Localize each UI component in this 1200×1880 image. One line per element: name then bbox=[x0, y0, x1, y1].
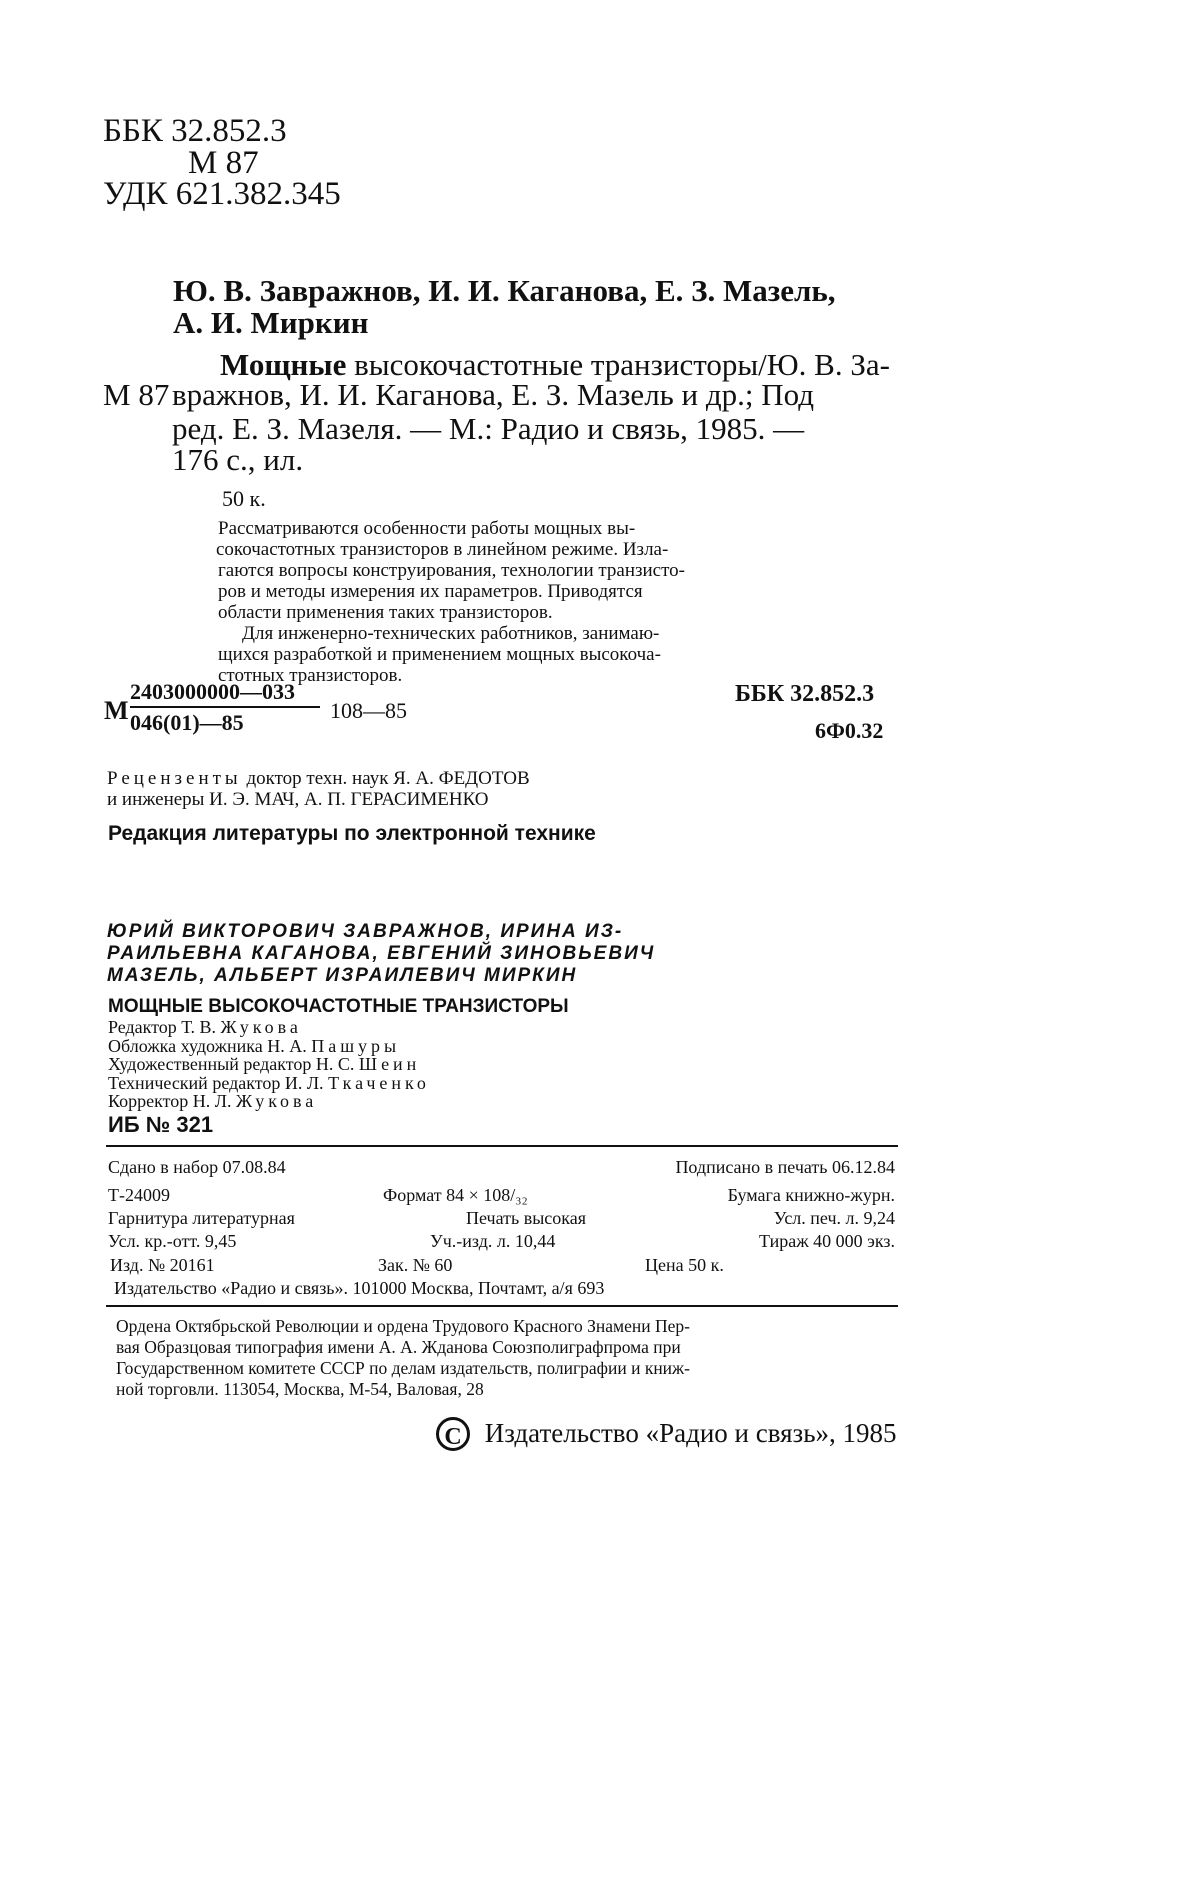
bbk-classification: ББК 32.852.3 bbox=[103, 113, 287, 149]
printer-line: Государственном комитете СССР по делам издательств, полиграфии и книж- bbox=[116, 1358, 690, 1378]
index-suffix: 108—85 bbox=[330, 698, 407, 723]
annotation-line: сокочастотных транзисторов в линейном режиме. Изла- bbox=[216, 539, 669, 560]
authors-line-2: А. И. Миркин bbox=[173, 305, 369, 340]
annotation-line: щихся разработкой и применением мощных высокоча- bbox=[218, 644, 661, 665]
credit-proof-name: Жукова bbox=[235, 1091, 318, 1111]
credit-proof-label: Корректор Н. Л. bbox=[108, 1091, 232, 1111]
imprint-r2c1: Т-24009 bbox=[108, 1185, 170, 1205]
edition-office: Редакция литературы по электронной технике bbox=[108, 822, 596, 845]
imprint-r5c3: Цена 50 к. bbox=[645, 1255, 724, 1275]
imprint-r2c3: Бумага книжно-журн. bbox=[727, 1185, 895, 1205]
credit-cover-name: Пашуры bbox=[311, 1035, 401, 1056]
annotation-line: стотных транзисторов. bbox=[218, 665, 403, 686]
printer-line: ной торговли. 113054, Москва, М-54, Валовая, 28 bbox=[116, 1379, 484, 1399]
credit-proof bbox=[108, 1092, 430, 1111]
bib-call-number: М 87 bbox=[103, 377, 170, 412]
copyright-icon: C bbox=[436, 1417, 470, 1451]
full-names-line: МАЗЕЛЬ, АЛЬБЕРТ ИЗРАИЛЕВИЧ МИРКИН bbox=[107, 965, 578, 986]
credit-editor bbox=[108, 1018, 430, 1037]
annotation-line: ров и методы измерения их параметров. Приводятся bbox=[218, 581, 643, 602]
credit-art-name: Шеин bbox=[358, 1054, 421, 1074]
annotation-line: области применения таких транзисторов. bbox=[218, 602, 553, 623]
full-names-line: ЮРИЙ ВИКТОРОВИЧ ЗАВРАЖНОВ, ИРИНА ИЗ- bbox=[107, 921, 624, 942]
imprint-r4c3: Тираж 40 000 экз. bbox=[759, 1231, 895, 1251]
bib-line-4: 176 с., ил. bbox=[172, 442, 304, 477]
imprint-r3c3: Усл. печ. л. 9,24 bbox=[773, 1208, 895, 1228]
credit-editor-label: Редактор Т. В. bbox=[108, 1017, 217, 1037]
credit-editor-name: Жукова bbox=[220, 1017, 302, 1037]
imprint-r4c1: Усл. кр.-отт. 9,45 bbox=[108, 1231, 237, 1251]
bib-line-2: вражнов, И. И. Каганова, Е. З. Мазель и др.; Под bbox=[172, 377, 815, 412]
divider-bottom bbox=[106, 1305, 898, 1307]
index-prefix: М bbox=[104, 696, 129, 725]
imprint-r2c2: Формат 84 × 108/₃₂ bbox=[383, 1185, 528, 1205]
ib-number: ИБ № 321 bbox=[108, 1112, 214, 1137]
imprint-r3c1: Гарнитура литературная bbox=[108, 1208, 295, 1228]
bib-title-rest: высокочастотные транзисторы/Ю. В. За- bbox=[346, 347, 890, 382]
credit-tech-label: Технический редактор И. Л. bbox=[108, 1072, 324, 1093]
credit-cover-label: Обложка художника Н. А. bbox=[108, 1035, 307, 1056]
index-numerator: 2403000000—033 bbox=[130, 679, 295, 704]
index-code: 6Ф0.32 bbox=[815, 718, 884, 743]
copyright-text: Издательство «Радио и связь», 1985 bbox=[484, 1418, 897, 1449]
imprint-r1c1: Сдано в набор 07.08.84 bbox=[108, 1157, 286, 1177]
index-bbk: ББК 32.852.3 bbox=[735, 681, 875, 707]
printer-line: вая Образцовая типография имени А. А. Жданова Союзполиграфпрома при bbox=[116, 1337, 681, 1357]
divider-top bbox=[106, 1145, 898, 1147]
printer-info bbox=[116, 1316, 690, 1400]
fraction-line bbox=[130, 706, 320, 708]
printer-line: Ордена Октябрьской Революции и ордена Трудового Красного Знамени Пер- bbox=[116, 1316, 690, 1336]
imprint-r5c1: Изд. № 20161 bbox=[110, 1255, 215, 1275]
annotation bbox=[218, 518, 748, 686]
reviewers-label: Рецензенты bbox=[107, 768, 242, 789]
imprint-publisher: Издательство «Радио и связь». 101000 Москва, Почтамт, а/я 693 bbox=[114, 1278, 605, 1298]
credit-cover bbox=[108, 1037, 430, 1056]
author-sign: М 87 bbox=[188, 145, 259, 181]
reviewers-line-2: и инженеры И. Э. МАЧ, А. П. ГЕРАСИМЕНКО bbox=[107, 789, 489, 810]
credits bbox=[108, 1018, 430, 1111]
index-denominator: 046(01)—85 bbox=[130, 710, 244, 735]
full-names bbox=[107, 921, 655, 987]
annotation-line: Для инженерно-технических работников, занимаю- bbox=[242, 623, 660, 644]
authors-line-1: Ю. В. Завражнов, И. И. Каганова, Е. З. Мазель, bbox=[173, 273, 836, 308]
credit-art-label: Художественный редактор Н. С. bbox=[108, 1054, 355, 1074]
imprint-r5c2: Зак. № 60 bbox=[378, 1255, 453, 1275]
imprint-r3c2: Печать высокая bbox=[466, 1208, 587, 1228]
reviewers-line-1-rest: доктор техн. наук Я. А. ФЕДОТОВ bbox=[241, 768, 530, 789]
credit-tech bbox=[108, 1074, 430, 1093]
udk-classification: УДК 621.382.345 bbox=[103, 176, 341, 212]
bib-title-word: Мощные bbox=[220, 347, 347, 382]
annotation-line: Рассматриваются особенности работы мощных вы- bbox=[218, 518, 636, 539]
bib-line-3: ред. Е. З. Мазеля. — М.: Радио и связь, 1985. — bbox=[172, 411, 805, 446]
credit-tech-name: Ткаченко bbox=[328, 1072, 430, 1093]
full-names-line: РАИЛЬЕВНА КАГАНОВА, ЕВГЕНИЙ ЗИНОВЬЕВИЧ bbox=[107, 943, 656, 964]
reviewers-line-1 bbox=[107, 768, 530, 789]
credit-art bbox=[108, 1055, 430, 1074]
imprint-r1c3: Подписано в печать 06.12.84 bbox=[675, 1157, 895, 1177]
annotation-line: гаются вопросы конструирования, технологии транзисто- bbox=[218, 560, 685, 581]
copyright bbox=[436, 1416, 897, 1451]
bib-price: 50 к. bbox=[222, 486, 266, 511]
credits-title: МОЩНЫЕ ВЫСОКОЧАСТОТНЫЕ ТРАНЗИСТОРЫ bbox=[108, 996, 569, 1017]
imprint-r4c2: Уч.-изд. л. 10,44 bbox=[430, 1231, 556, 1251]
reviewers bbox=[107, 768, 530, 810]
